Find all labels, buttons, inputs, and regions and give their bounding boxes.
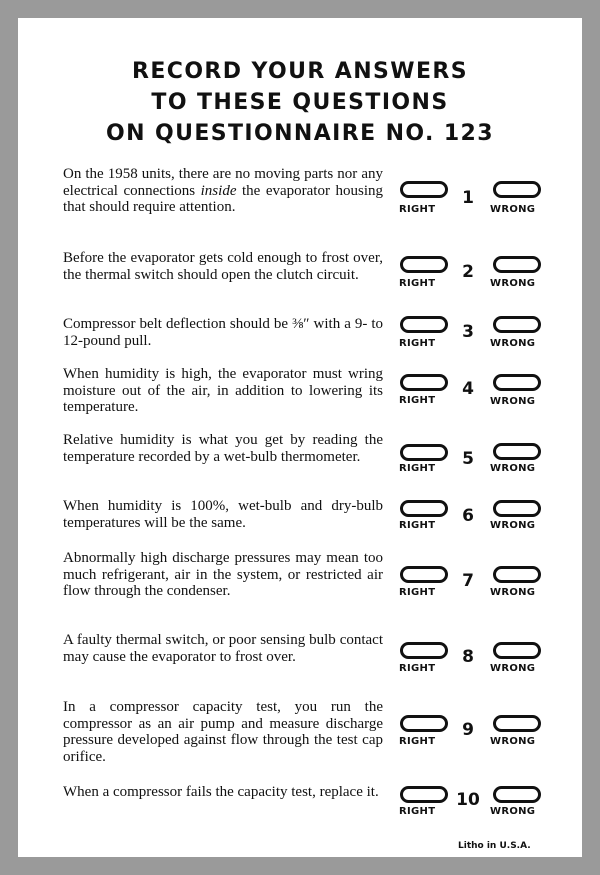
wrong-label: WRONG — [490, 396, 536, 407]
question-number: 2 — [462, 262, 474, 282]
answer-wrong-bubble[interactable] — [493, 374, 541, 391]
question-number: 5 — [462, 449, 474, 469]
answer-wrong-bubble[interactable] — [493, 181, 541, 198]
answer-right-bubble[interactable] — [400, 642, 448, 659]
litho-footer: Litho in U.S.A. — [458, 841, 531, 851]
question-text: When a compressor fails the capacity test, replace it. — [63, 784, 379, 800]
wrong-label: WRONG — [490, 278, 536, 289]
right-label: RIGHT — [399, 395, 436, 406]
wrong-label: WRONG — [490, 736, 536, 747]
right-label: RIGHT — [399, 806, 436, 817]
answer-right-bubble[interactable] — [400, 374, 448, 391]
answer-wrong-bubble[interactable] — [493, 642, 541, 659]
question-text: Compressor belt deflection should be ⅜″ with a 9- to 12-pound pull. — [63, 316, 383, 349]
answer-wrong-bubble[interactable] — [493, 316, 541, 333]
answer-wrong-bubble[interactable] — [493, 786, 541, 803]
right-label: RIGHT — [399, 204, 436, 215]
answer-right-bubble[interactable] — [400, 444, 448, 461]
question-number: 10 — [456, 790, 480, 810]
wrong-label: WRONG — [490, 587, 536, 598]
answer-right-bubble[interactable] — [400, 181, 448, 198]
answer-right-bubble[interactable] — [400, 715, 448, 732]
question-number: 6 — [462, 506, 474, 526]
question-text: Relative humidity is what you get by reading the temperature recorded by a wet-bulb thermometer. — [63, 432, 383, 465]
right-label: RIGHT — [399, 463, 436, 474]
sheet-title — [18, 56, 582, 149]
right-label: RIGHT — [399, 338, 436, 349]
answer-wrong-bubble[interactable] — [493, 500, 541, 517]
question-number: 4 — [462, 379, 474, 399]
answer-wrong-bubble[interactable] — [493, 256, 541, 273]
title-line: ON QUESTIONNAIRE NO. 123 — [106, 121, 494, 146]
answer-right-bubble[interactable] — [400, 786, 448, 803]
question-text: Before the evaporator gets cold enough to frost over, the thermal switch should open the clutch circuit. — [63, 250, 383, 283]
right-label: RIGHT — [399, 278, 436, 289]
right-label: RIGHT — [399, 520, 436, 531]
question-text: Abnormally high discharge pressures may mean too much refrigerant, air in the system, or restricted air flow through the condenser. — [63, 550, 383, 599]
answer-wrong-bubble[interactable] — [493, 566, 541, 583]
answer-wrong-bubble[interactable] — [493, 443, 541, 460]
question-number: 3 — [462, 322, 474, 342]
right-label: RIGHT — [399, 663, 436, 674]
wrong-label: WRONG — [490, 806, 536, 817]
question-text: When humidity is 100%, wet-bulb and dry-bulb temperatures will be the same. — [63, 498, 383, 531]
wrong-label: WRONG — [490, 463, 536, 474]
question-text: A faulty thermal switch, or poor sensing bulb contact may cause the evaporator to frost over. — [63, 632, 383, 665]
question-number: 1 — [462, 188, 474, 208]
question-number: 8 — [462, 647, 474, 667]
question-number: 7 — [462, 571, 474, 591]
answer-right-bubble[interactable] — [400, 566, 448, 583]
question-number: 9 — [462, 720, 474, 740]
right-label: RIGHT — [399, 736, 436, 747]
answer-right-bubble[interactable] — [400, 256, 448, 273]
wrong-label: WRONG — [490, 338, 536, 349]
wrong-label: WRONG — [490, 204, 536, 215]
right-label: RIGHT — [399, 587, 436, 598]
answer-right-bubble[interactable] — [400, 500, 448, 517]
question-text: On the 1958 units, there are no moving parts nor any electrical connections inside the evaporator housing that should require attention. — [63, 166, 383, 215]
title-line: TO THESE QUESTIONS — [151, 90, 449, 115]
answer-right-bubble[interactable] — [400, 316, 448, 333]
answer-wrong-bubble[interactable] — [493, 715, 541, 732]
title-line: RECORD YOUR ANSWERS — [132, 59, 468, 84]
question-text: When humidity is high, the evaporator must wring moisture out of the air, in addition to lowering its temperature. — [63, 366, 383, 415]
answer-sheet — [18, 18, 582, 857]
wrong-label: WRONG — [490, 663, 536, 674]
wrong-label: WRONG — [490, 520, 536, 531]
question-text: In a compressor capacity test, you run the compressor as an air pump and measure discharge pressure developed against flow through the test cap orifice. — [63, 699, 383, 765]
